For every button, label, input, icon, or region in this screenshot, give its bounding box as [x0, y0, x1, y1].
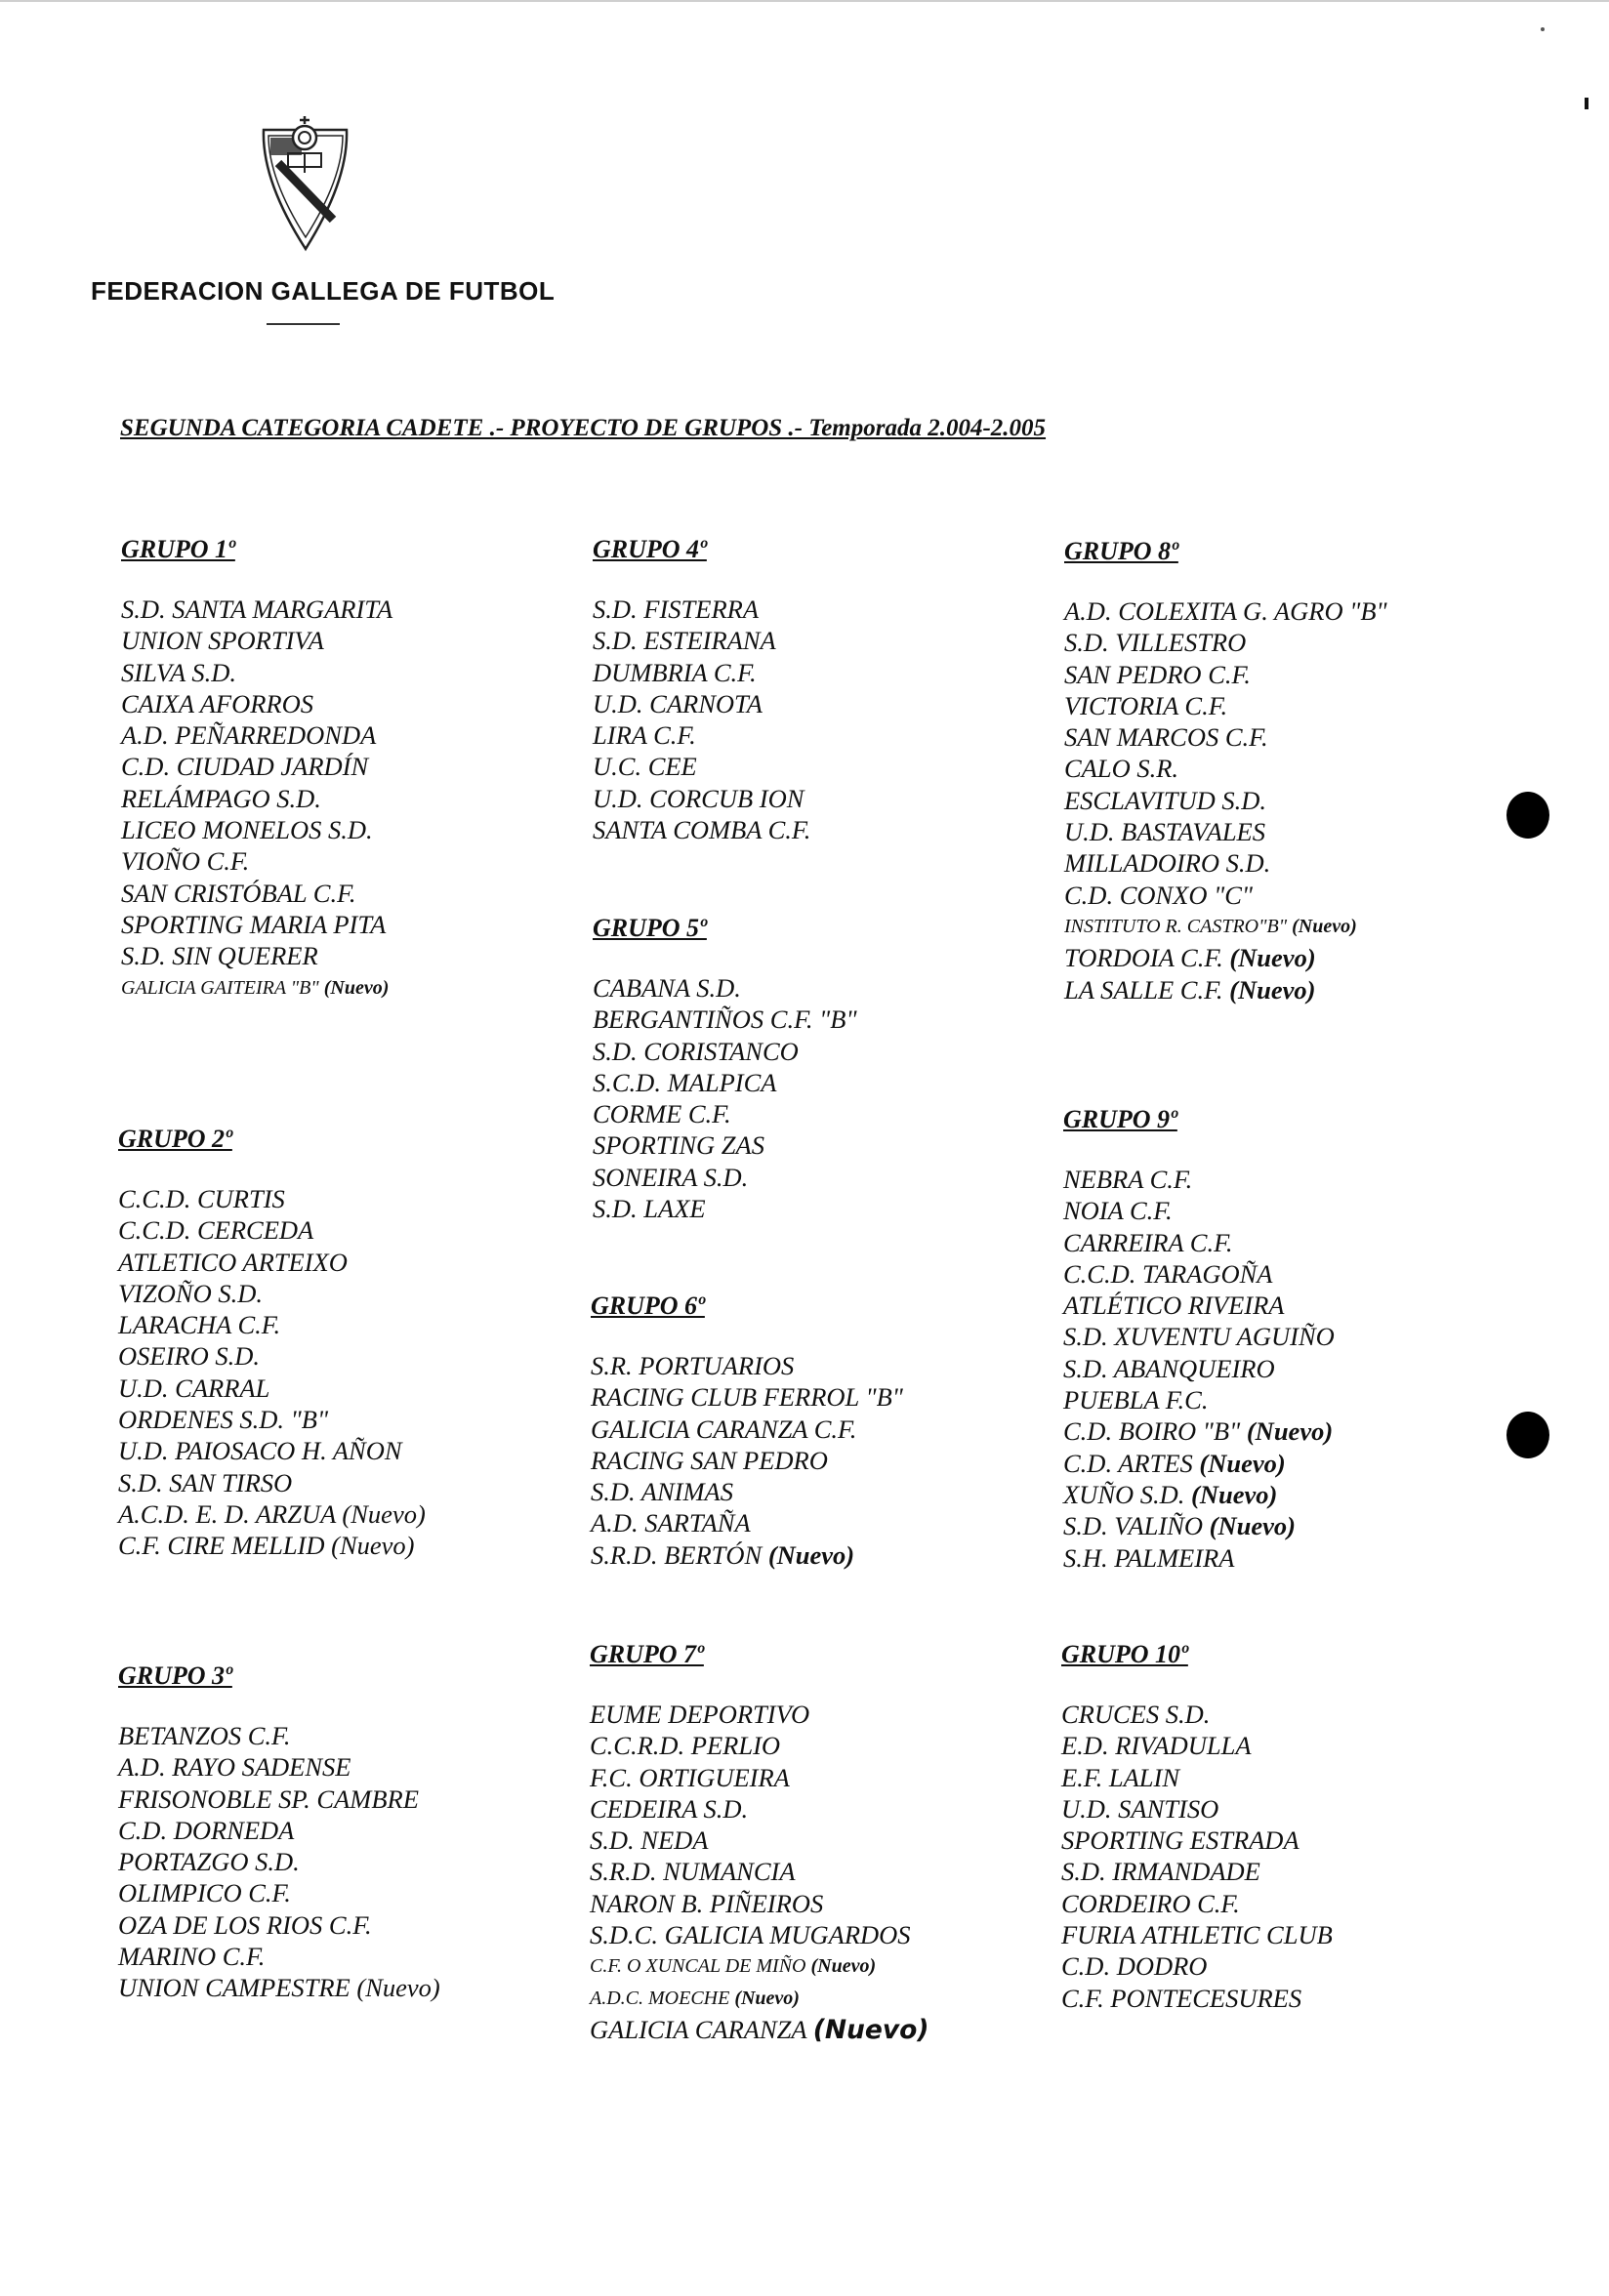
team-item: MILLADOIRO S.D. — [1064, 848, 1271, 879]
nuevo-tag: (Nuevo) — [1199, 1448, 1286, 1478]
team-item: UNION SPORTIVA — [121, 626, 324, 656]
team-item: LARACHA C.F. — [118, 1310, 281, 1340]
team-item: S.D. ABANQUEIRO — [1063, 1353, 1275, 1383]
nuevo-tag: (Nuevo) — [767, 1539, 855, 1570]
team-item: RACING SAN PEDRO — [591, 1445, 828, 1475]
group-7 — [590, 1640, 928, 2046]
group-title: GRUPO 6º — [591, 1292, 705, 1320]
team-name: TORDOIA C.F. — [1064, 943, 1230, 973]
team-item: C.C.D. CERCEDA — [118, 1215, 314, 1246]
team-item: CARREIRA C.F. — [1063, 1227, 1233, 1257]
team-item: VICTORIA C.F. — [1064, 690, 1228, 720]
group-title: GRUPO 2º — [118, 1125, 232, 1153]
team-item: VIOÑO C.F. — [121, 846, 250, 877]
team-item: S.H. PALMEIRA — [1063, 1542, 1235, 1573]
team-item: A.C.D. E. D. ARZUA (Nuevo) — [118, 1498, 426, 1529]
group-title: GRUPO 3º — [118, 1661, 232, 1690]
team-item: CALO S.R. — [1064, 754, 1179, 784]
team-name: INSTITUTO R. CASTRO"B" — [1064, 915, 1293, 937]
team-item: NARON B. PIÑEIROS — [590, 1888, 824, 1918]
team-name: C.F. O XUNCAL DE MIÑO — [590, 1955, 811, 1978]
group-1 — [121, 535, 392, 1004]
team-item: DUMBRIA C.F. — [593, 657, 757, 687]
team-name: A.D.C. MOECHE — [590, 1987, 735, 2009]
team-item: SONEIRA S.D. — [593, 1162, 749, 1192]
team-item: SPORTING ESTRADA — [1061, 1825, 1300, 1856]
team-item: PORTAZGO S.D. — [118, 1847, 300, 1877]
organization-underline — [267, 323, 340, 325]
team-item: CEDEIRA S.D. — [590, 1793, 749, 1824]
team-item — [1063, 1510, 1335, 1541]
nuevo-tag: (Nuevo) — [1229, 974, 1316, 1004]
team-item: S.D.C. GALICIA MUGARDOS — [590, 1920, 911, 1950]
team-name: XUÑO S.D. — [1063, 1479, 1192, 1509]
group-title: GRUPO 10º — [1061, 1640, 1188, 1668]
team-item: ESCLAVITUD S.D. — [1064, 785, 1267, 815]
team-item: CORME C.F. — [593, 1099, 731, 1129]
team-item: S.D. NEDA — [590, 1825, 709, 1856]
team-item: UNION CAMPESTRE (Nuevo) — [118, 1973, 440, 2003]
group-title: GRUPO 4º — [593, 535, 707, 563]
team-item: ORDENES S.D. "B" — [118, 1405, 329, 1435]
team-item: BERGANTIÑOS C.F. "B" — [593, 1004, 857, 1035]
team-item: SPORTING MARIA PITA — [121, 909, 387, 939]
team-item: A.D. COLEXITA G. AGRO "B" — [1064, 596, 1387, 626]
team-item: RACING CLUB FERROL "B" — [591, 1382, 903, 1413]
team-item: S.D. CORISTANCO — [593, 1036, 799, 1066]
team-item: SAN MARCOS C.F. — [1064, 722, 1268, 753]
team-item: E.D. RIVADULLA — [1061, 1731, 1252, 1761]
scan-speck — [1541, 27, 1545, 31]
team-name: C.D. BOIRO "B" — [1063, 1416, 1247, 1447]
team-item: S.D. SAN TIRSO — [118, 1467, 293, 1497]
team-item: OZA DE LOS RIOS C.F. — [118, 1909, 372, 1940]
team-item: FURIA ATHLETIC CLUB — [1061, 1920, 1333, 1950]
team-item — [590, 1983, 928, 2014]
team-item — [1064, 942, 1387, 973]
team-item: S.D. SANTA MARGARITA — [121, 594, 393, 624]
team-item: OLIMPICO C.F. — [118, 1878, 291, 1908]
team-item: U.C. CEE — [593, 752, 697, 782]
nuevo-tag: (Nuevo) — [1292, 915, 1357, 937]
team-item: EUME DEPORTIVO — [590, 1700, 810, 1729]
team-item: SANTA COMBA C.F. — [593, 815, 811, 845]
nuevo-tag: (Nuevo) — [1191, 1479, 1278, 1509]
team-item: S.D. VILLESTRO — [1064, 628, 1247, 658]
team-item — [590, 1950, 928, 1982]
team-item: S.R. PORTUARIOS — [591, 1351, 795, 1380]
group-title: GRUPO 7º — [590, 1640, 704, 1668]
nuevo-tag: (Nuevo) — [1209, 1511, 1296, 1541]
team-item: E.F. LALIN — [1061, 1762, 1179, 1792]
team-item: U.D. CARNOTA — [593, 688, 763, 718]
group-3 — [118, 1661, 440, 2004]
team-item: SPORTING ZAS — [593, 1130, 764, 1161]
team-item: S.D. ANIMAS — [591, 1477, 733, 1507]
team-item: CRUCES S.D. — [1061, 1700, 1211, 1729]
team-item: S.D. SIN QUERER — [121, 941, 318, 971]
document-title: SEGUNDA CATEGORIA CADETE .- PROYECTO DE GRUPOS .- Temporada 2.004-2.005 — [120, 415, 1047, 441]
group-title: GRUPO 1º — [121, 535, 235, 563]
team-item: SAN CRISTÓBAL C.F. — [121, 878, 356, 908]
team-item — [1064, 911, 1387, 942]
group-6 — [591, 1292, 903, 1571]
organization-name: FEDERACION GALLEGA DE FUTBOL — [91, 276, 556, 306]
team-item — [591, 1539, 903, 1571]
group-8 — [1064, 537, 1387, 1005]
team-item: C.D. DODRO — [1061, 1951, 1208, 1982]
team-name: S.D. VALIÑO — [1063, 1511, 1210, 1541]
team-item: OSEIRO S.D. — [118, 1341, 260, 1372]
team-item: C.C.D. CURTIS — [118, 1184, 285, 1213]
team-item: S.D. IRMANDADE — [1061, 1857, 1260, 1887]
team-item — [1063, 1448, 1335, 1479]
team-item: C.C.D. TARAGOÑA — [1063, 1258, 1273, 1289]
team-item: C.C.R.D. PERLIO — [590, 1731, 781, 1761]
team-item — [1063, 1479, 1335, 1510]
nuevo-tag: (Nuevo) — [810, 1955, 877, 1978]
team-item — [1064, 974, 1387, 1005]
team-item: C.D. DORNEDA — [118, 1815, 295, 1845]
nuevo-tag: (Nuevo) — [323, 976, 390, 999]
group-title: GRUPO 8º — [1064, 537, 1178, 565]
group-9 — [1063, 1105, 1335, 1574]
team-item: C.D. CONXO "C" — [1064, 880, 1254, 910]
team-item: S.D. ESTEIRANA — [593, 626, 776, 656]
team-item: A.D. RAYO SADENSE — [118, 1752, 351, 1783]
team-item: NOIA C.F. — [1063, 1196, 1173, 1226]
nuevo-tag: (Nuevo) — [1246, 1416, 1334, 1447]
team-item: RELÁMPAGO S.D. — [121, 783, 321, 813]
group-title: GRUPO 9º — [1063, 1105, 1177, 1133]
nuevo-tag: (Nuevo) — [812, 2014, 929, 2045]
team-item: U.D. CARRAL — [118, 1373, 270, 1403]
punch-hole-bottom — [1506, 1412, 1549, 1458]
team-item: LICEO MONELOS S.D. — [121, 815, 373, 845]
team-item: BETANZOS C.F. — [118, 1721, 291, 1750]
nuevo-tag: (Nuevo) — [1229, 943, 1316, 973]
team-item: U.D. BASTAVALES — [1064, 817, 1265, 847]
team-item: MARINO C.F. — [118, 1942, 266, 1972]
scan-speck — [1585, 98, 1588, 109]
team-item — [590, 2014, 928, 2046]
team-name: LA SALLE C.F. — [1064, 974, 1230, 1004]
federation-shield-icon — [259, 112, 351, 254]
team-item — [121, 972, 392, 1004]
team-name: GALICIA CARANZA — [590, 2014, 813, 2044]
group-4 — [593, 535, 810, 845]
team-item: U.D. PAIOSACO H. AÑON — [118, 1436, 402, 1466]
team-item: NEBRA C.F. — [1063, 1165, 1193, 1194]
group-5 — [593, 914, 857, 1224]
team-item: CORDEIRO C.F. — [1061, 1888, 1240, 1918]
team-item — [1063, 1415, 1335, 1447]
team-item: LIRA C.F. — [593, 720, 696, 751]
team-item: S.D. FISTERRA — [593, 594, 760, 624]
nuevo-tag: (Nuevo) — [734, 1987, 800, 2009]
team-item: CAIXA AFORROS — [121, 688, 314, 718]
team-item: S.D. LAXE — [593, 1194, 706, 1224]
group-2 — [118, 1125, 426, 1562]
team-item: S.R.D. NUMANCIA — [590, 1857, 796, 1887]
team-item: GALICIA CARANZA C.F. — [591, 1414, 857, 1444]
group-10 — [1061, 1640, 1333, 2014]
team-item: CABANA S.D. — [593, 973, 741, 1003]
team-item: VIZOÑO S.D. — [118, 1278, 263, 1308]
team-item: ATLETICO ARTEIXO — [118, 1247, 348, 1277]
team-item: C.F. CIRE MELLID (Nuevo) — [118, 1531, 415, 1561]
team-item: A.D. PEÑARREDONDA — [121, 720, 377, 751]
team-item: SAN PEDRO C.F. — [1064, 659, 1251, 689]
team-item: PUEBLA F.C. — [1063, 1385, 1209, 1415]
team-item: U.D. SANTISO — [1061, 1793, 1219, 1824]
top-border — [0, 0, 1609, 2]
team-item: S.D. XUVENTU AGUIÑO — [1063, 1322, 1335, 1352]
team-item: SILVA S.D. — [121, 657, 237, 687]
team-item: ATLÉTICO RIVEIRA — [1063, 1291, 1285, 1321]
team-item: U.D. CORCUB ION — [593, 783, 804, 813]
team-item: F.C. ORTIGUEIRA — [590, 1762, 790, 1792]
team-item: FRISONOBLE SP. CAMBRE — [118, 1784, 419, 1814]
team-item: C.F. PONTECESURES — [1061, 1983, 1302, 2013]
team-name: C.D. ARTES — [1063, 1448, 1200, 1478]
punch-hole-top — [1506, 792, 1549, 839]
team-item: A.D. SARTAÑA — [591, 1508, 751, 1538]
team-name: S.R.D. BERTÓN — [591, 1539, 768, 1570]
team-item: S.C.D. MALPICA — [593, 1067, 777, 1097]
group-title: GRUPO 5º — [593, 914, 707, 942]
team-item: C.D. CIUDAD JARDÍN — [121, 752, 369, 782]
team-name: GALICIA GAITEIRA "B" — [121, 976, 324, 999]
